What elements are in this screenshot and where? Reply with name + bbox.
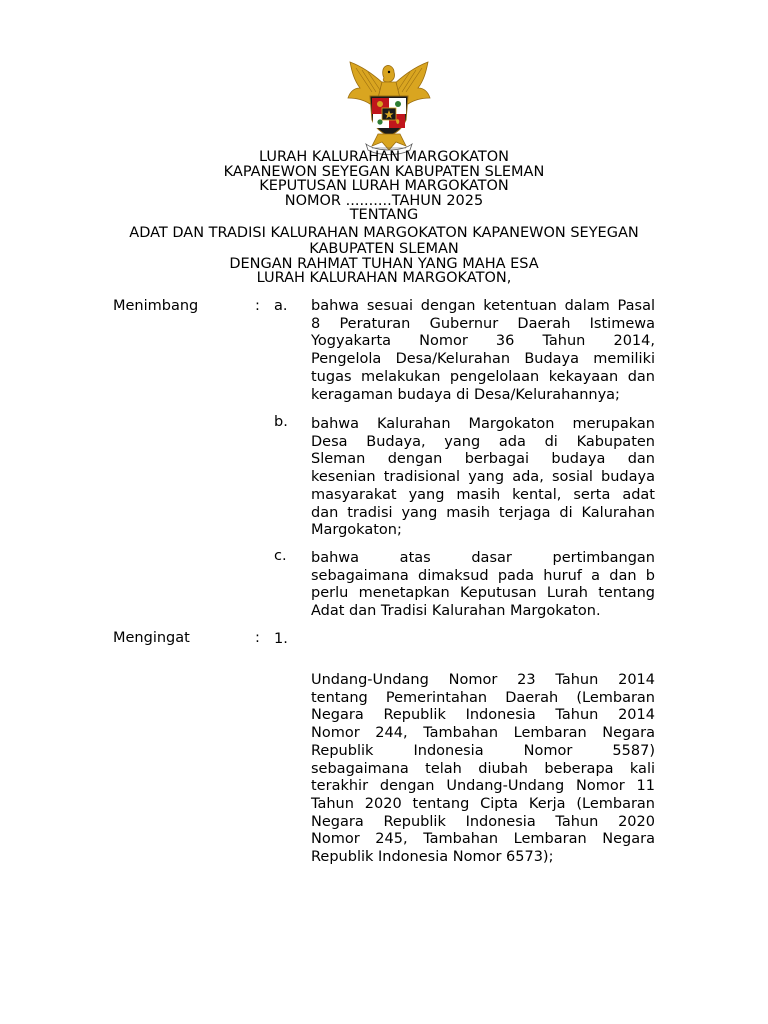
header-decree-title: KEPUTUSAN LURAH MARGOKATON bbox=[259, 178, 509, 194]
mengingat-item-1 bbox=[311, 672, 655, 867]
text-line: bahwa sesuai dengan ketentuan dalam Pasal bbox=[311, 298, 655, 314]
text-line: sebagaimana dimaksud pada huruf a dan b bbox=[311, 567, 655, 584]
text-line: keragaman budaya di Desa/Kelurahannya; bbox=[311, 386, 620, 403]
text-line: 8 Peraturan Gubernur Daerah Istimewa bbox=[311, 315, 655, 332]
menimbang-colon: : bbox=[255, 298, 260, 314]
header-subject-cont: KABUPATEN SLEMAN bbox=[309, 241, 459, 257]
text-line: tentang Pemerintahan Daerah (Lembaran bbox=[311, 689, 655, 706]
text-line: tugas melakukan pengelolaan kekayaan dan bbox=[311, 368, 655, 385]
text-line: perlu menetapkan Keputusan Lurah tentang bbox=[311, 585, 655, 602]
mengingat-colon: : bbox=[255, 630, 260, 646]
text-line: Sleman dengan berbagai budaya dan bbox=[311, 451, 655, 468]
header-institution: LURAH KALURAHAN MARGOKATON bbox=[258, 149, 510, 165]
text-line: Adat dan Tradisi Kalurahan Margokaton. bbox=[311, 603, 601, 620]
text-line: Undang-Undang Nomor 23 Tahun 2014 bbox=[311, 672, 655, 688]
text-line: Nomor 244, Tambahan Lembaran Negara bbox=[311, 725, 655, 742]
text-line: Margokaton; bbox=[311, 522, 402, 539]
header-about: TENTANG bbox=[349, 207, 419, 223]
header-invocation: DENGAN RAHMAT TUHAN YANG MAHA ESA bbox=[229, 256, 539, 272]
text-line: Negara Republik Indonesia Tahun 2020 bbox=[311, 813, 655, 830]
text-line: kesenian tradisional yang ada, sosial budaya bbox=[311, 469, 655, 486]
menimbang-item-b bbox=[311, 416, 655, 540]
garuda-pancasila-emblem bbox=[342, 58, 436, 156]
text-line: Negara Republik Indonesia Tahun 2014 bbox=[311, 707, 655, 724]
menimbang-item-marker: c. bbox=[274, 548, 287, 564]
header-decree-number: NOMOR ..........TAHUN 2025 bbox=[284, 193, 484, 209]
text-line: Yogyakarta Nomor 36 Tahun 2014, bbox=[311, 333, 655, 350]
text-line: Tahun 2020 tentang Cipta Kerja (Lembaran bbox=[311, 795, 655, 812]
menimbang-item-a bbox=[311, 298, 655, 404]
mengingat-item-marker: 1. bbox=[274, 631, 288, 647]
text-line: bahwa atas dasar pertimbangan bbox=[311, 550, 655, 566]
menimbang-item-marker: b. bbox=[274, 414, 288, 430]
menimbang-label: Menimbang bbox=[113, 298, 199, 314]
text-line: Nomor 245, Tambahan Lembaran Negara bbox=[311, 831, 655, 848]
header-region: KAPANEWON SEYEGAN KABUPATEN SLEMAN bbox=[223, 164, 545, 180]
text-line: Republik Indonesia Nomor 6573); bbox=[311, 849, 554, 866]
header-subject: ADAT DAN TRADISI KALURAHAN MARGOKATON KAPANEWON SEYEGAN bbox=[129, 225, 639, 241]
text-line: Pengelola Desa/Kelurahan Budaya memiliki bbox=[311, 351, 655, 368]
menimbang-item-c bbox=[311, 550, 655, 621]
text-line: bahwa Kalurahan Margokaton merupakan bbox=[311, 416, 655, 432]
text-line: sebagaimana telah diubah beberapa kali bbox=[311, 760, 655, 777]
text-line: terakhir dengan Undang-Undang Nomor 11 bbox=[311, 778, 655, 795]
text-line: Desa Budaya, yang ada di Kabupaten bbox=[311, 433, 655, 450]
text-line: masyarakat yang masih kental, serta adat bbox=[311, 486, 655, 503]
menimbang-item-marker: a. bbox=[274, 298, 288, 314]
mengingat-label: Mengingat bbox=[113, 630, 190, 646]
text-line: dan tradisi yang masih terjaga di Kalurahan bbox=[311, 504, 655, 521]
header-signatory: LURAH KALURAHAN MARGOKATON, bbox=[256, 270, 512, 286]
text-line: Republik Indonesia Nomor 5587) bbox=[311, 742, 655, 759]
